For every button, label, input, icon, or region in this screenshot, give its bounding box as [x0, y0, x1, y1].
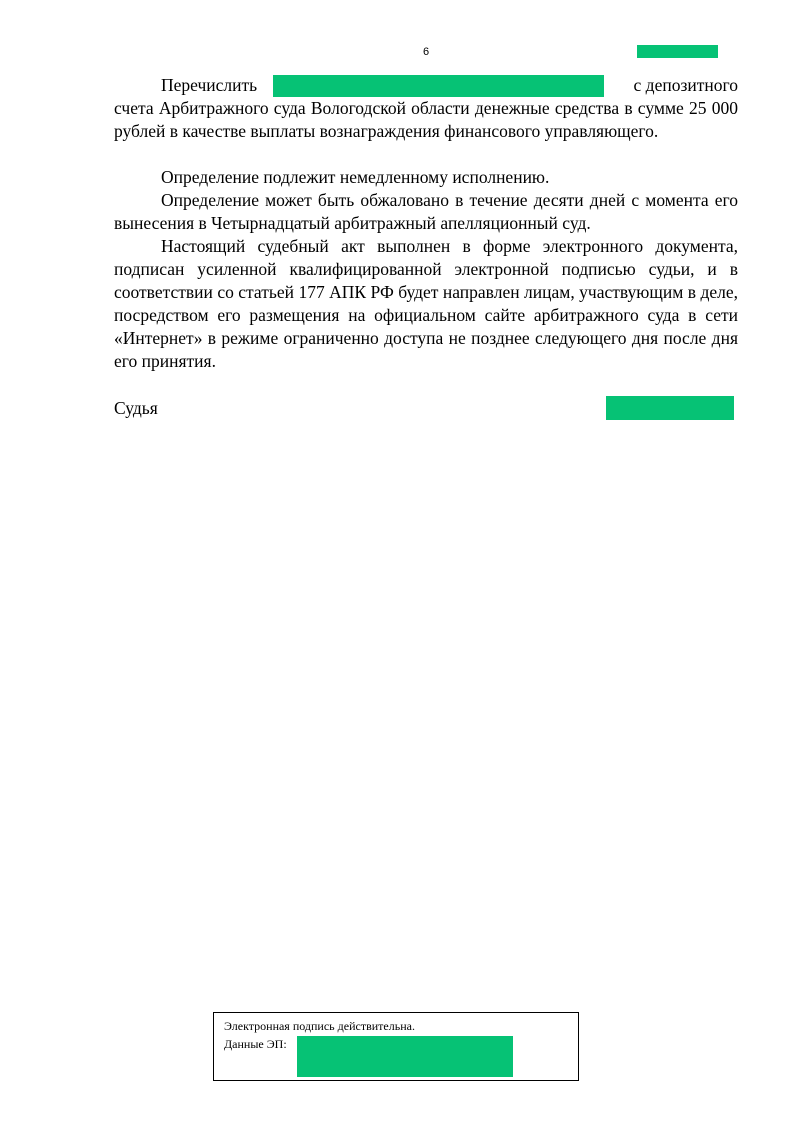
paragraph-transfer-body: счета Арбитражного суда Вологодской области денежные средства в сумме 25 000 рублей в качестве выплаты вознаграждения финансового управляющего.	[114, 98, 738, 141]
page-number: 6	[422, 46, 430, 58]
redaction-block-signature-data	[297, 1036, 513, 1077]
judge-label: Судья	[114, 398, 158, 418]
transfer-source: с депозитного	[633, 75, 738, 95]
transfer-verb: Перечислить	[161, 75, 258, 95]
signature-data-label: Данные ЭП:	[224, 1037, 287, 1051]
redaction-block-recipient	[273, 75, 604, 97]
paragraph-electronic-document: Настоящий судебный акт выполнен в форме электронного документа, подписан усиленной квалифицированной электронной подписью судьи, и в соответствии со статьей 177 АПК РФ будет направлен лицам, участвующим в деле, посредством его размещения на официальном сайте арбитражного суда в сети «Интернет» в режиме ограниченно доступа не позднее следующего дня после дня его принятия.	[114, 236, 738, 371]
paragraph-appeal: Определение может быть обжаловано в течение десяти дней с момента его вынесения в Четырнадцатый арбитражный апелляционный суд.	[114, 190, 738, 233]
redaction-block-judge-name	[606, 396, 734, 420]
signature-valid-text: Электронная подпись действительна.	[224, 1019, 415, 1033]
redaction-block-header	[637, 45, 718, 58]
paragraph-immediate-execution: Определение подлежит немедленному исполнению.	[161, 167, 550, 187]
